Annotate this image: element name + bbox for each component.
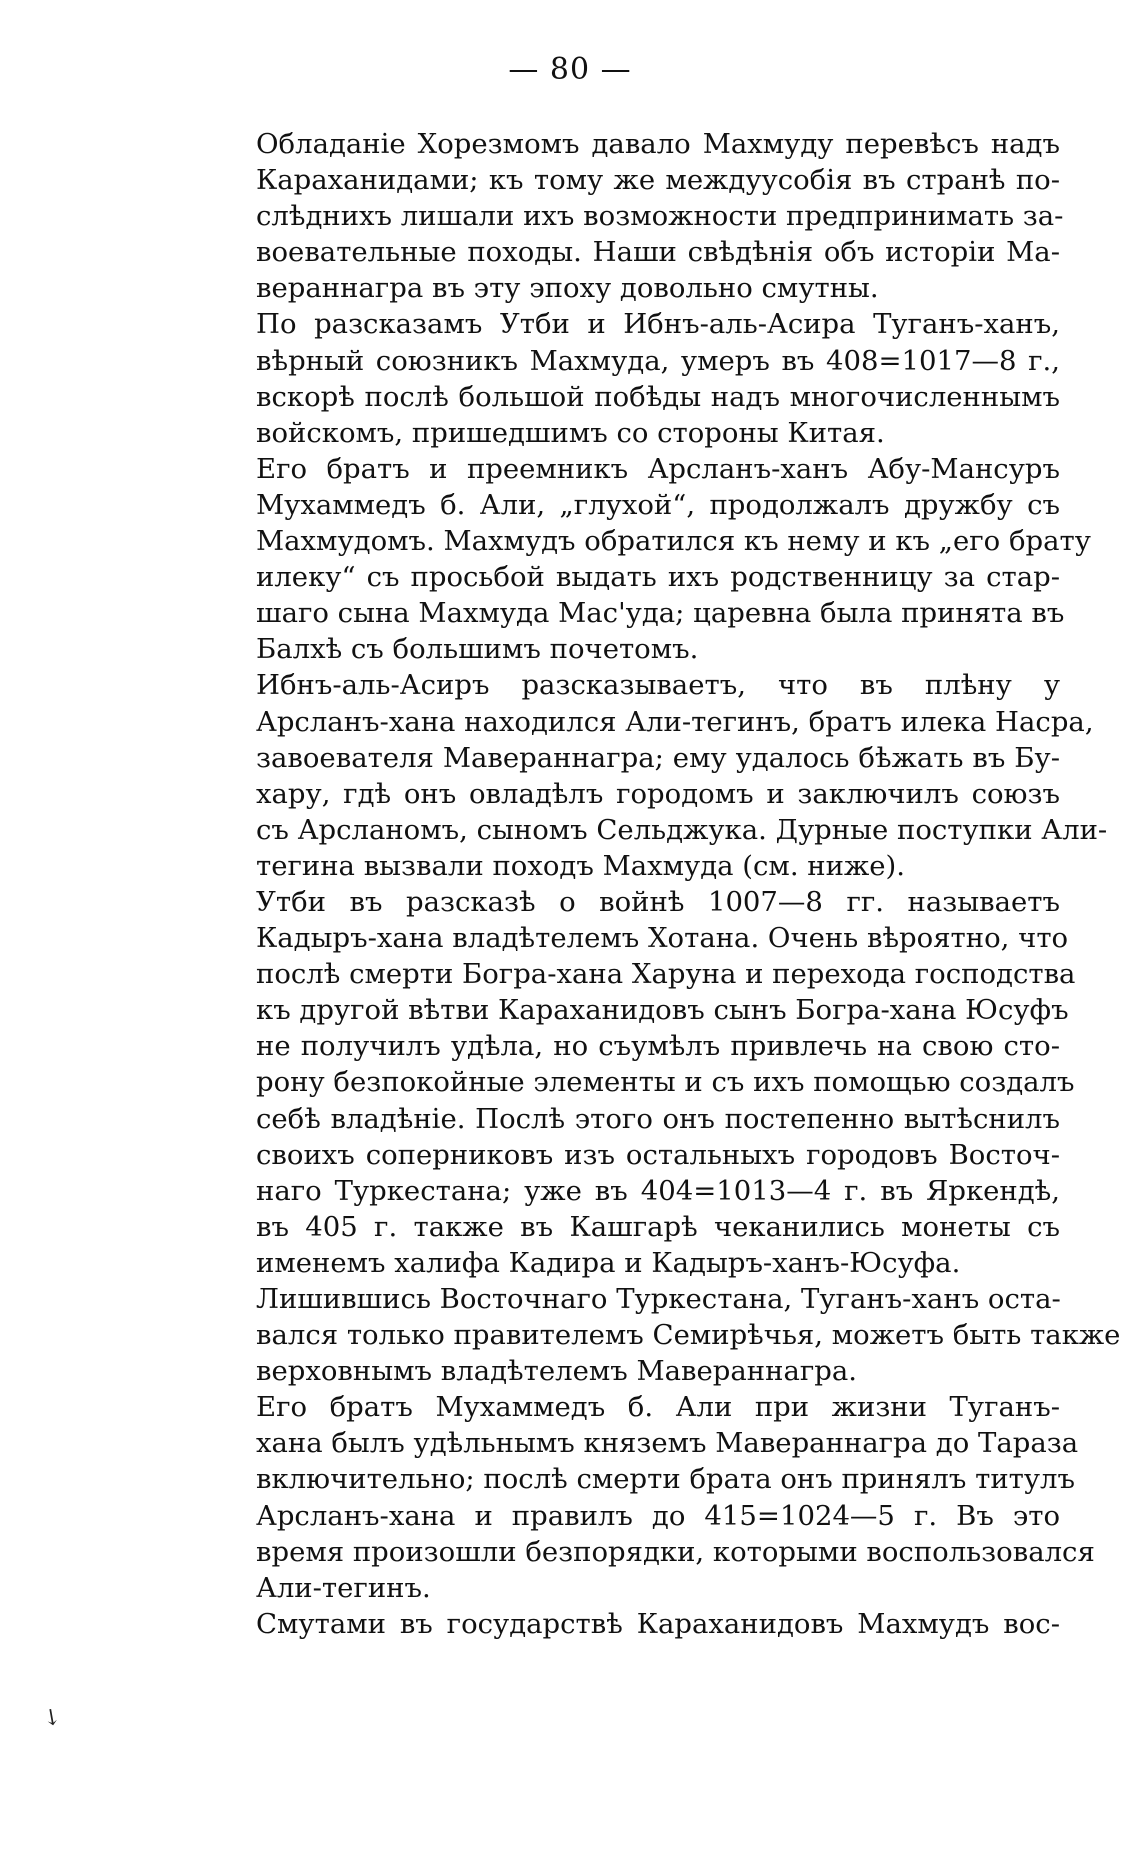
text-line: тегина вызвали походъ Махмуда (см. ниже). [256, 849, 906, 882]
paragraph [204, 306, 1060, 450]
text-line: илеку“ съ просьбой выдать ихъ родственницу за стар- [256, 561, 1060, 594]
text-line: Лишившись Восточнаго Туркестана, Туганъ-ханъ оста- [256, 1283, 1061, 1315]
text-line: вался только правителемъ Семирѣчья, можетъ быть также [256, 1319, 1121, 1352]
text-line: Караханидами; къ тому же междуусобія въ странѣ по- [256, 164, 1060, 197]
text-line: Ибнъ-аль-Асиръ разсказываетъ, что въ плѣну у [256, 669, 1060, 702]
text-line: хару, гдѣ онъ овладѣлъ городомъ и заключилъ союзъ [256, 777, 1060, 810]
text-line: Его братъ и преемникъ Арсланъ-ханъ Абу-Мансуръ [256, 452, 1060, 485]
text-line: вскорѣ послѣ большой побѣды надъ многочисленнымъ [256, 380, 1060, 413]
text-line: Али-тегинъ. [256, 1571, 431, 1604]
text-line: По разсказамъ Утби и Ибнъ-аль-Асира Туганъ-ханъ, [256, 308, 1060, 341]
text-line: верховнымъ владѣтелемъ Мавераннагра. [256, 1355, 857, 1388]
paragraph [204, 126, 1064, 306]
text-line: включительно; послѣ смерти брата онъ принялъ титулъ [256, 1463, 1076, 1496]
paragraph [204, 1606, 1060, 1642]
text-line: время произошли безпорядки, которыми воспользовался [256, 1535, 1095, 1568]
text-line: себѣ владѣніе. Послѣ этого онъ постепенно вытѣснилъ [256, 1102, 1060, 1135]
paragraph [204, 1281, 1121, 1389]
text-line: воевательные походы. Наши свѣдѣнія объ исторіи Ма- [256, 236, 1060, 269]
text-line: наго Туркестана; уже въ 404=1013—4 г. въ Яркендѣ, [256, 1174, 1060, 1207]
text-line: Утби въ разсказѣ о войнѣ 1007—8 гг. называетъ [256, 885, 1060, 918]
text-line: хана былъ удѣльнымъ княземъ Мавераннагра до Тараза [256, 1427, 1079, 1460]
text-line: своихъ соперниковъ изъ остальныхъ городовъ Восточ- [256, 1138, 1060, 1171]
text-line: слѣднихъ лишали ихъ возможности предпринимать за- [256, 200, 1064, 233]
text-line: Арсланъ-хана и правилъ до 415=1024—5 г. Въ это [256, 1499, 1060, 1532]
text-line: завоевателя Мавераннагра; ему удалось бѣжать въ Бу- [256, 741, 1060, 774]
text-line: именемъ халифа Кадира и Кадыръ-ханъ-Юсуфа. [256, 1246, 961, 1279]
text-line: Кадыръ-хана владѣтелемъ Хотана. Очень вѣроятно, что [256, 922, 1069, 955]
text-line: Арсланъ-хана находился Али-тегинъ, братъ илека Насра, [256, 705, 1094, 738]
text-line: Махмудомъ. Махмудъ обратился къ нему и къ „его брату [256, 525, 1091, 558]
text-line: въ 405 г. также въ Кашгарѣ чеканились монеты съ [256, 1210, 1060, 1243]
text-line: Обладаніе Хорезмомъ давало Махмуду перевѣсъ надъ [256, 128, 1060, 160]
text-line: шаго сына Махмуда Мас'уда; царевна была принята въ [256, 597, 1065, 630]
paragraph [204, 1389, 1095, 1606]
text-line: рону безпокойные элементы и съ ихъ помощью создалъ [256, 1066, 1075, 1099]
text-line: съ Арсланомъ, сыномъ Сельджука. Дурные поступки Али- [256, 813, 1108, 846]
paragraph [204, 451, 1091, 668]
ink-speck-mark: ↘ [36, 1701, 66, 1734]
paragraph [204, 884, 1076, 1281]
text-line: къ другой вѣтви Караханидовъ сынъ Богра-хана Юсуфъ [256, 994, 1069, 1027]
text-line: не получилъ удѣла, но съумѣлъ привлечь на свою сто- [256, 1030, 1060, 1063]
text-line: вѣрный союзникъ Махмуда, умеръ въ 408=1017—8 г., [256, 344, 1060, 377]
text-line: Его братъ Мухаммедъ б. Али при жизни Туганъ- [256, 1391, 1060, 1424]
text-line: послѣ смерти Богра-хана Харуна и перехода господства [256, 958, 1076, 991]
text-line: войскомъ, пришедшимъ со стороны Китая. [256, 416, 885, 449]
text-line: Балхѣ съ большимъ почетомъ. [256, 633, 699, 666]
text-line: Мухаммедъ б. Али, „глухой“, продолжалъ дружбу съ [256, 488, 1060, 521]
body-text [204, 126, 1121, 1642]
text-line: вераннагра въ эту эпоху довольно смутны. [256, 272, 879, 305]
paragraph [204, 667, 1108, 884]
page-number: — 80 — [508, 52, 632, 87]
text-line: Смутами въ государствѣ Караханидовъ Махмудъ вос- [256, 1607, 1060, 1640]
